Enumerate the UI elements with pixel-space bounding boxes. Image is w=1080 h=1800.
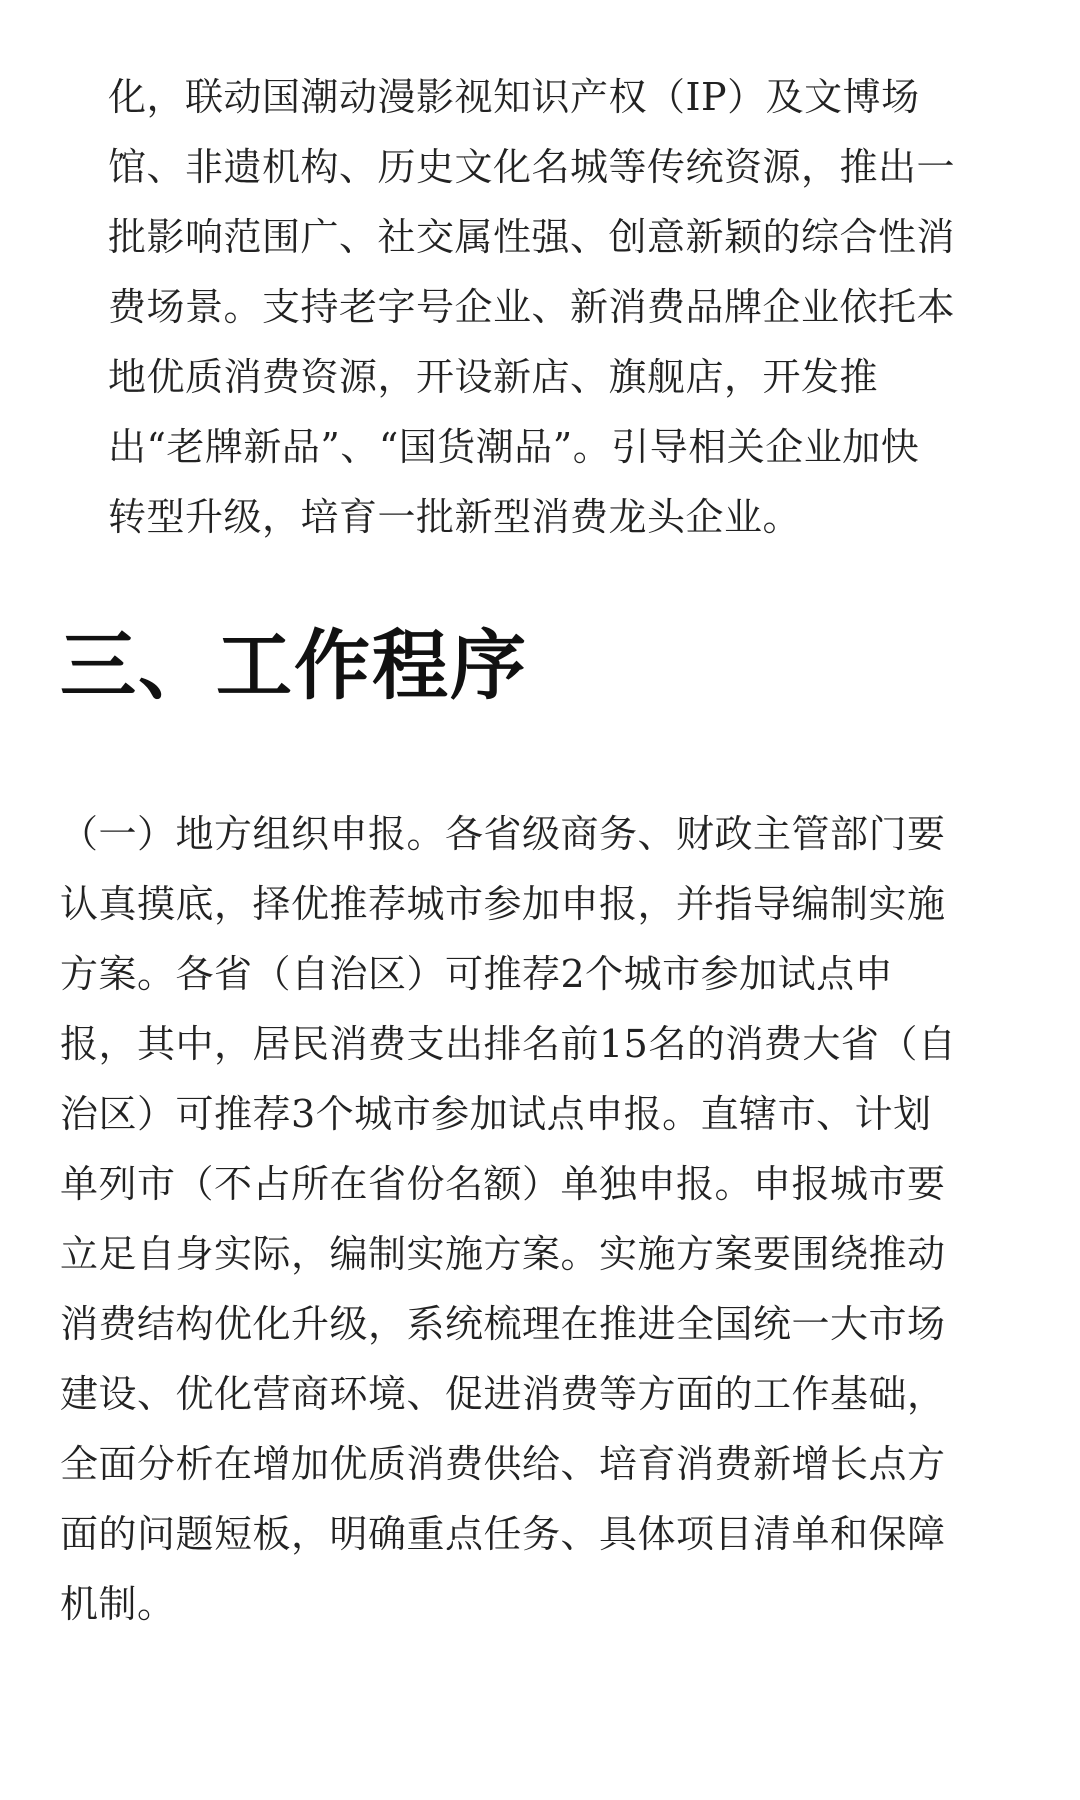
paragraph-line: 方案。各省（自治区）可推荐2个城市参加试点申	[60, 952, 894, 996]
paragraph-line: 批影响范围广、社交属性强、创意新颖的综合性消	[108, 215, 956, 259]
section-heading: 三、工作程序	[60, 621, 528, 710]
paragraph-line: 全面分析在增加优质消费供给、培育消费新增长点方	[60, 1442, 946, 1486]
paragraph-line: 治区）可推荐3个城市参加试点申报。直辖市、计划	[60, 1092, 932, 1136]
paragraph-line: （一）地方组织申报。各省级商务、财政主管部门要	[60, 812, 946, 856]
paragraph-line: 机制。	[60, 1582, 176, 1626]
paragraph-line: 报，其中，居民消费支出排名前15名的消费大省（自	[60, 1022, 957, 1066]
paragraph-line: 出“老牌新品”、“国货潮品”。引导相关企业加快	[108, 425, 920, 469]
paragraph-line: 认真摸底，择优推荐城市参加申报，并指导编制实施	[60, 882, 946, 926]
paragraph-line: 费场景。支持老字号企业、新消费品牌企业依托本	[108, 285, 956, 329]
paragraph-line: 馆、非遗机构、历史文化名城等传统资源，推出一	[108, 145, 956, 189]
paragraph-line: 地优质消费资源，开设新店、旗舰店，开发推	[108, 355, 879, 399]
paragraph-line: 转型升级，培育一批新型消费龙头企业。	[108, 495, 802, 539]
paragraph-line: 立足自身实际，编制实施方案。实施方案要围绕推动	[60, 1232, 946, 1276]
paragraph-line: 化，联动国潮动漫影视知识产权（IP）及文博场	[108, 75, 920, 119]
paragraph-line: 面的问题短板，明确重点任务、具体项目清单和保障	[60, 1512, 946, 1556]
paragraph-line: 建设、优化营商环境、促进消费等方面的工作基础，	[60, 1372, 946, 1416]
paragraph-line: 单列市（不占所在省份名额）单独申报。申报城市要	[60, 1162, 946, 1206]
paragraph-line: 消费结构优化升级，系统梳理在推进全国统一大市场	[60, 1302, 946, 1346]
